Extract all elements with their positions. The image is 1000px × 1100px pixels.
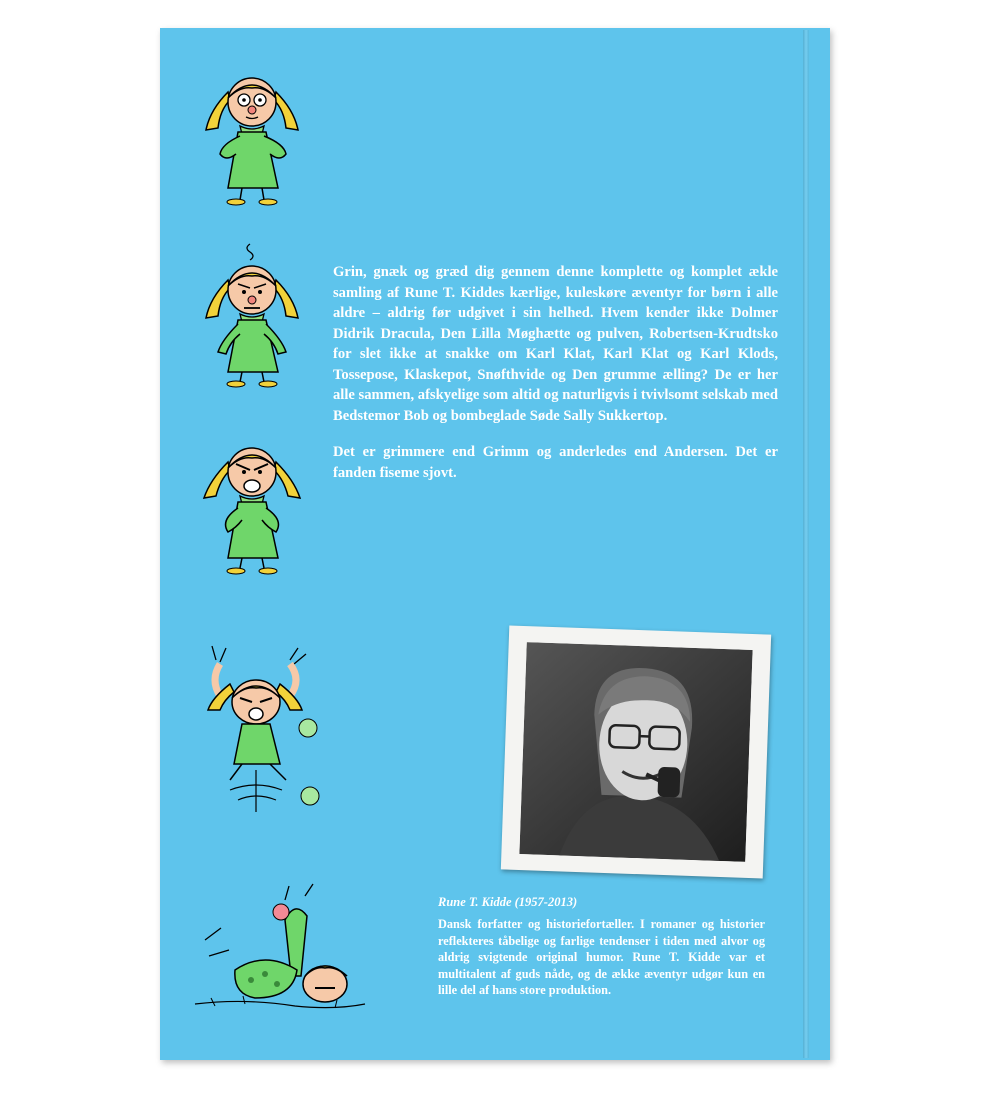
spine-crease [803, 30, 809, 1058]
girl-annoyed-illustration [198, 240, 308, 390]
girl-calm-illustration [198, 70, 308, 210]
author-photo-image [519, 642, 752, 862]
author-bio: Dansk forfatter og historiefortæller. I romaner og historier reflekteres tåbelige og farlige tendenser i tiden med alvor og aldrig svigtende original humor. Rune T. Kidde var et multitalent af guds nåde, og de ække æventyr udgør kun en lille del af hans store produktion. [438, 917, 765, 997]
author-photo [501, 626, 771, 879]
girl-tantrum-illustration [190, 640, 330, 820]
blurb-paragraph-2: Det er grimmere end Grimm og anderledes end Andersen. Det er fanden fiseme sjovt. [333, 444, 778, 481]
author-name: Rune T. Kidde (1957-2013) [438, 895, 578, 909]
back-cover-blurb [333, 262, 778, 483]
blurb-paragraph-1: Grin, gnæk og græd dig gennem denne komplette og komplet ækle samling af Rune T. Kiddes kærlige, kuleskøre æventyr for børn i alle aldre – aldrig før udgivet i sin helhed. Hvem kender ikke Dolmer Didrik Dracula, Den Lilla Møghætte og pulven, Robertsen-Krudtsko for slet ikke at snakke om Karl Klat, Karl Klat og Karl Klods, Tossepose, Klaskepot, Snøfthvide og Den grumme ælling? De er her alle sammen, afskyelige som altid og naturligvis i tvivlsomt selskab med Bedstemor Bob og bombeglade Søde Sally Sukkertop. [333, 264, 778, 424]
girl-fallen-illustration [185, 880, 375, 1020]
girl-angry-illustration [198, 440, 308, 580]
